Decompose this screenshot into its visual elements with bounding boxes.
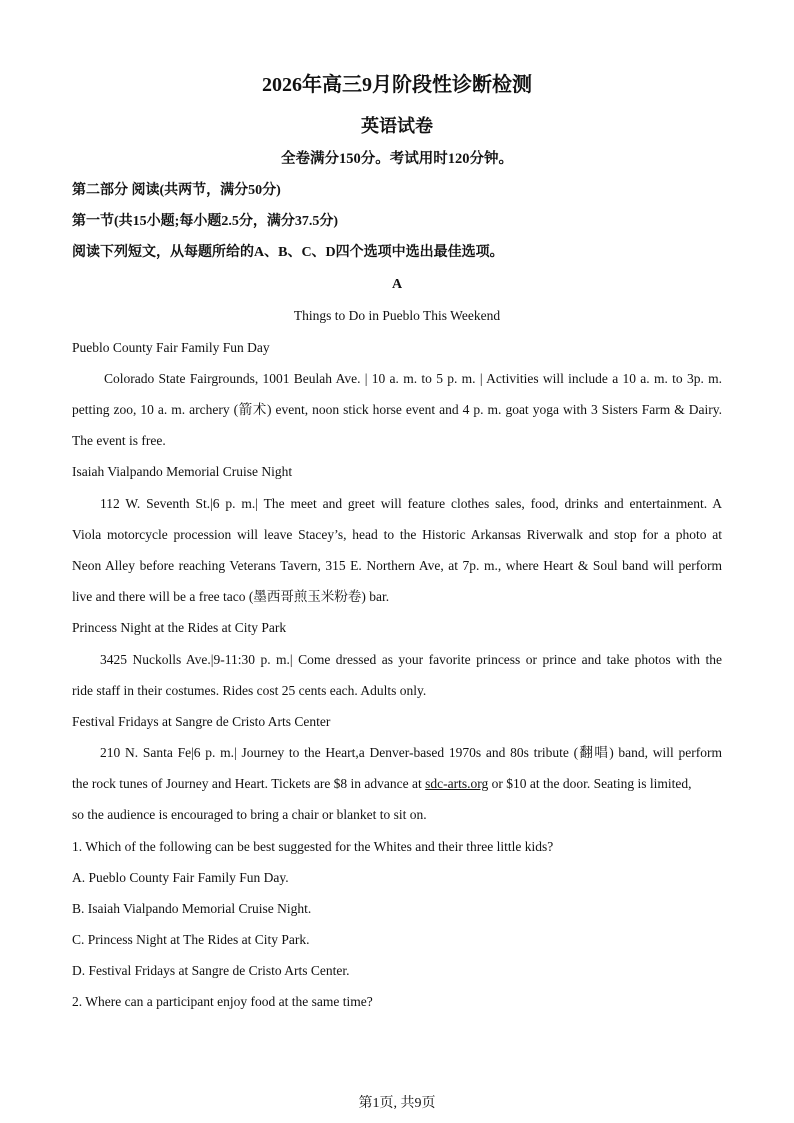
answer-option: A. Pueblo County Fair Family Fun Day. [72,870,289,885]
event-name: Princess Night at the Rides at City Park [72,620,287,635]
event-text-line: petting zoo, 10 a. m. archery (箭术) event, noon stick horse event and 4 p. m. goat yoga with 3 Sisters Farm & Dairy. [72,402,722,417]
exam-subject: 英语试卷 [361,116,433,136]
passage-title: Things to Do in Pueblo This Weekend [293,308,501,323]
event-text-line: Viola motorcycle procession will leave Stacey’s, head to the Historic Arkansas Riverwalk and stop for a photo at [72,527,722,542]
answer-option: C. Princess Night at The Rides at City Park. [72,932,310,947]
score-note: 全卷满分150分。考试用时120分钟。 [281,151,513,167]
page-footer: 第1页, 共9页 [358,1096,436,1111]
section-sub: 第一节(共15小题;每小题2.5分，满分37.5分) [72,214,338,229]
event-text-segment: or $10 at the door. Seating is limited, [488,776,692,791]
answer-option: D. Festival Fridays at Sangre de Cristo Arts Center. [72,963,350,978]
event-text-line: live and there will be a free taco (墨西哥煎玉米粉卷) bar. [72,589,390,604]
event-text-line: Neon Alley before reaching Veterans Tavern, 315 E. Northern Ave, at 7p. m., where Heart & Soul band will perform [72,558,722,573]
event-text-line: Colorado State Fairgrounds, 1001 Beulah Ave. | 10 a. m. to 5 p. m. | Activities will include a 10 a. m. to 3p. m. [104,371,722,386]
event-name: Festival Fridays at Sangre de Cristo Arts Center [72,714,331,729]
question-stem: 2. Where can a participant enjoy food at the same time? [72,994,373,1009]
event-text-line: 112 W. Seventh St.|6 p. m.| The meet and greet will feature clothes sales, food, drinks and entertainment. A [100,496,722,511]
tickets-link[interactable]: sdc-arts.org [425,776,489,791]
event-name: Isaiah Vialpando Memorial Cruise Night [72,464,293,479]
section-part: 第二部分 阅读(共两节，满分50分) [72,183,281,198]
passage-letter: A [391,277,403,292]
event-text-line: 3425 Nuckolls Ave.|9-11:30 p. m.| Come dressed as your favorite princess or prince and take photos with the [100,652,722,667]
event-text-line [72,775,722,793]
question-stem: 1. Which of the following can be best suggested for the Whites and their three little kids? [72,839,554,854]
section-instruction: 阅读下列短文，从每题所给的A、B、C、D四个选项中选出最佳选项。 [72,245,504,260]
event-name: Pueblo County Fair Family Fun Day [72,340,270,355]
event-text-line: ride staff in their costumes. Rides cost 25 cents each. Adults only. [72,683,427,698]
event-text-line: 210 N. Santa Fe|6 p. m.| Journey to the Heart,a Denver-based 1970s and 80s tribute (翻唱) band, will perform [100,745,722,760]
event-text-segment: the rock tunes of Journey and Heart. Tickets are $8 in advance at [72,776,426,791]
event-text-line: so the audience is encouraged to bring a chair or blanket to sit on. [72,807,427,822]
event-text-line: The event is free. [72,433,166,448]
answer-option: B. Isaiah Vialpando Memorial Cruise Night. [72,901,312,916]
exam-title: 2026年高三9月阶段性诊断检测 [262,74,532,96]
